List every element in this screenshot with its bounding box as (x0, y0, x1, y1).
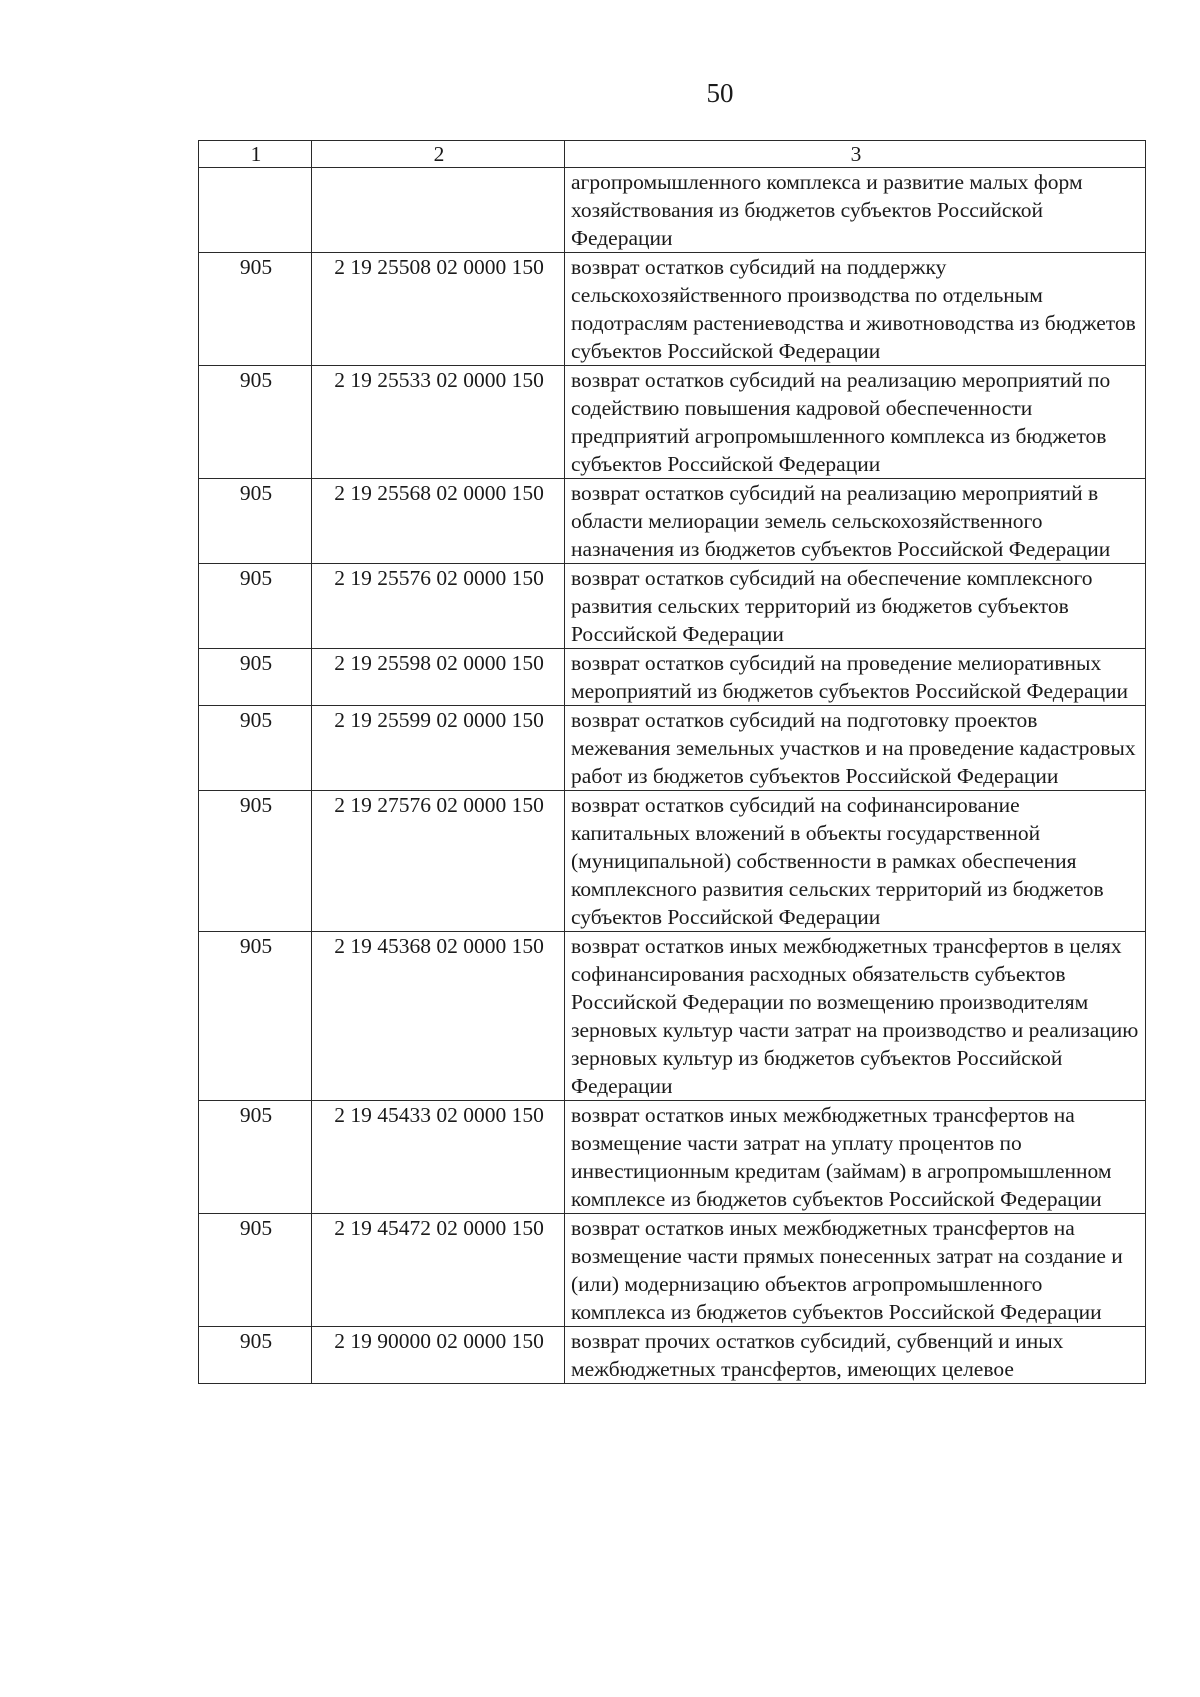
description-cell: возврат остатков субсидий на подготовку проектов межевания земельных участков и на проведение кадастровых работ из бюджетов субъектов Российской Федерации (565, 706, 1146, 791)
description-cell: возврат остатков иных межбюджетных трансфертов на возмещение части затрат на уплату процентов по инвестиционным кредитам (займам) в агропромышленном комплексе из бюджетов субъектов Российской Федерации (565, 1101, 1146, 1214)
description-cell: возврат остатков субсидий на софинансирование капитальных вложений в объекты государственной (муниципальной) собственности в рамках обеспечения комплексного развития сельских территорий из бюджетов субъектов Российской Федерации (565, 791, 1146, 932)
admin-code-cell: 905 (199, 253, 312, 366)
description-cell: возврат остатков субсидий на реализацию мероприятий в области мелиорации земель сельскохозяйственного назначения из бюджетов субъектов Российской Федерации (565, 479, 1146, 564)
table-row (199, 1327, 1146, 1384)
kbk-code-cell: 2 19 25599 02 0000 150 (312, 706, 565, 791)
page-number: 50 (706, 78, 734, 108)
kbk-code-cell: 2 19 27576 02 0000 150 (312, 791, 565, 932)
column-header-1: 1 (199, 141, 312, 168)
admin-code-cell: 905 (199, 479, 312, 564)
description-cell: возврат остатков иных межбюджетных трансфертов в целях софинансирования расходных обязательств субъектов Российской Федерации по возмещению производителям зерновых культур части затрат на производство и реализацию зерновых культур из бюджетов субъектов Российской Федерации (565, 932, 1146, 1101)
kbk-code-cell: 2 19 25598 02 0000 150 (312, 649, 565, 706)
kbk-code-cell: 2 19 45472 02 0000 150 (312, 1214, 565, 1327)
kbk-code-cell: 2 19 90000 02 0000 150 (312, 1327, 565, 1384)
table-row (199, 168, 1146, 253)
description-cell: агропромышленного комплекса и развитие малых форм хозяйствования из бюджетов субъектов Российской Федерации (565, 168, 1146, 253)
kbk-code-cell: 2 19 25508 02 0000 150 (312, 253, 565, 366)
budget-classification-table (198, 140, 1146, 1384)
kbk-code-cell: 2 19 45368 02 0000 150 (312, 932, 565, 1101)
table-row (199, 1101, 1146, 1214)
column-header-3: 3 (565, 141, 1146, 168)
admin-code-cell: 905 (199, 366, 312, 479)
admin-code-cell: 905 (199, 706, 312, 791)
description-cell: возврат остатков иных межбюджетных трансфертов на возмещение части прямых понесенных затрат на создание и (или) модернизацию объектов агропромышленного комплекса из бюджетов субъектов Российской Федерации (565, 1214, 1146, 1327)
description-cell: возврат остатков субсидий на поддержку сельскохозяйственного производства по отдельным подотраслям растениеводства и животноводства из бюджетов субъектов Российской Федерации (565, 253, 1146, 366)
description-cell: возврат остатков субсидий на обеспечение комплексного развития сельских территорий из бюджетов субъектов Российской Федерации (565, 564, 1146, 649)
column-header-2: 2 (312, 141, 565, 168)
table-row (199, 479, 1146, 564)
kbk-code-cell: 2 19 45433 02 0000 150 (312, 1101, 565, 1214)
table-row (199, 1214, 1146, 1327)
admin-code-cell: 905 (199, 791, 312, 932)
table-row (199, 253, 1146, 366)
kbk-code-cell: 2 19 25576 02 0000 150 (312, 564, 565, 649)
admin-code-cell (199, 168, 312, 253)
admin-code-cell: 905 (199, 564, 312, 649)
table-row (199, 932, 1146, 1101)
description-cell: возврат прочих остатков субсидий, субвенций и иных межбюджетных трансфертов, имеющих целевое (565, 1327, 1146, 1384)
description-cell: возврат остатков субсидий на реализацию мероприятий по содействию повышения кадровой обеспеченности предприятий агропромышленного комплекса из бюджетов субъектов Российской Федерации (565, 366, 1146, 479)
admin-code-cell: 905 (199, 1214, 312, 1327)
table-header-row (199, 141, 1146, 168)
table-row (199, 366, 1146, 479)
kbk-code-cell: 2 19 25533 02 0000 150 (312, 366, 565, 479)
description-cell: возврат остатков субсидий на проведение мелиоративных мероприятий из бюджетов субъектов Российской Федерации (565, 649, 1146, 706)
kbk-code-cell: 2 19 25568 02 0000 150 (312, 479, 565, 564)
table-row (199, 706, 1146, 791)
admin-code-cell: 905 (199, 1101, 312, 1214)
table-row (199, 649, 1146, 706)
kbk-code-cell (312, 168, 565, 253)
table-row (199, 791, 1146, 932)
table-row (199, 564, 1146, 649)
admin-code-cell: 905 (199, 1327, 312, 1384)
admin-code-cell: 905 (199, 649, 312, 706)
admin-code-cell: 905 (199, 932, 312, 1101)
